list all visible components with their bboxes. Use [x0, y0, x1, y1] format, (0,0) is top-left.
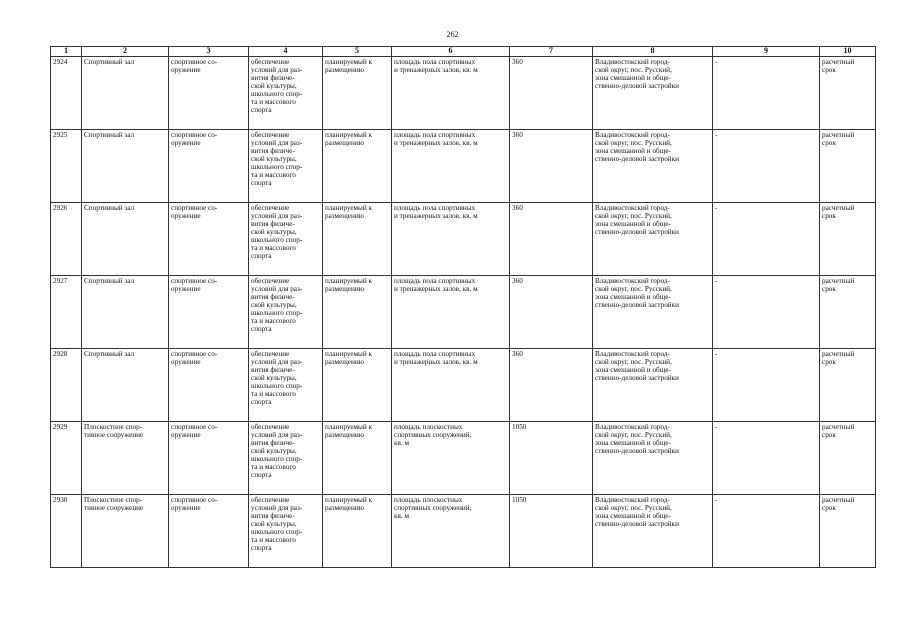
- row-number-cell: 2927: [51, 276, 82, 349]
- object-type-cell: спортивное со- оружение: [169, 130, 249, 203]
- purpose-cell: обеспечение условий для раз- вития физиче- ской культуры, школьного спор- та и массового спорта: [249, 276, 323, 349]
- characteristic-cell: площадь пола спортивных и тренажерных залов, кв. м: [392, 349, 510, 422]
- zone-cell: -: [713, 422, 820, 495]
- location-cell: Владивостокский город- ской округ, пос. Русский, зона смешанной и обще- ственно-деловой застройки: [593, 130, 713, 203]
- zone-cell: -: [713, 349, 820, 422]
- table-body: [51, 57, 876, 568]
- zone-cell: -: [713, 276, 820, 349]
- column-header-7: 7: [510, 47, 593, 57]
- column-header-5: 5: [323, 47, 392, 57]
- object-type-cell: спортивное со- оружение: [169, 57, 249, 130]
- table-row: [51, 349, 876, 422]
- purpose-cell: обеспечение условий для раз- вития физиче- ской культуры, школьного спор- та и массового спорта: [249, 130, 323, 203]
- object-type-cell: спортивное со- оружение: [169, 203, 249, 276]
- column-header-1: 1: [51, 47, 82, 57]
- location-cell: Владивостокский город- ской округ, пос. Русский, зона смешанной и обще- ственно-деловой застройки: [593, 495, 713, 568]
- table-header-row: [51, 47, 876, 57]
- deadline-cell: расчетный срок: [820, 203, 876, 276]
- table-row: [51, 203, 876, 276]
- status-cell: планируемый к размещению: [323, 349, 392, 422]
- row-number-cell: 2924: [51, 57, 82, 130]
- object-name-cell: Плоскостное спор- тивное сооружение: [82, 422, 169, 495]
- zone-cell: -: [713, 495, 820, 568]
- value-cell: 360: [510, 349, 593, 422]
- column-header-6: 6: [392, 47, 510, 57]
- zone-cell: -: [713, 57, 820, 130]
- page-number: 262: [446, 30, 459, 39]
- value-cell: 360: [510, 130, 593, 203]
- row-number-cell: 2925: [51, 130, 82, 203]
- object-name-cell: Спортивный зал: [82, 203, 169, 276]
- deadline-cell: расчетный срок: [820, 495, 876, 568]
- status-cell: планируемый к размещению: [323, 495, 392, 568]
- value-cell: 360: [510, 276, 593, 349]
- characteristic-cell: площадь пола спортивных и тренажерных залов, кв. м: [392, 276, 510, 349]
- purpose-cell: обеспечение условий для раз- вития физиче- ской культуры, школьного спор- та и массового спорта: [249, 349, 323, 422]
- row-number-cell: 2926: [51, 203, 82, 276]
- column-header-10: 10: [820, 47, 876, 57]
- object-name-cell: Спортивный зал: [82, 276, 169, 349]
- characteristic-cell: площадь пола спортивных и тренажерных залов, кв. м: [392, 130, 510, 203]
- status-cell: планируемый к размещению: [323, 57, 392, 130]
- location-cell: Владивостокский город- ской округ, пос. Русский, зона смешанной и обще- ственно-деловой застройки: [593, 57, 713, 130]
- status-cell: планируемый к размещению: [323, 130, 392, 203]
- status-cell: планируемый к размещению: [323, 276, 392, 349]
- zone-cell: -: [713, 203, 820, 276]
- object-name-cell: Спортивный зал: [82, 130, 169, 203]
- deadline-cell: расчетный срок: [820, 57, 876, 130]
- column-header-4: 4: [249, 47, 323, 57]
- row-number-cell: 2928: [51, 349, 82, 422]
- deadline-cell: расчетный срок: [820, 276, 876, 349]
- table-row: [51, 276, 876, 349]
- status-cell: планируемый к размещению: [323, 422, 392, 495]
- object-type-cell: спортивное со- оружение: [169, 495, 249, 568]
- table-row: [51, 130, 876, 203]
- location-cell: Владивостокский город- ской округ, пос. Русский, зона смешанной и обще- ственно-деловой застройки: [593, 276, 713, 349]
- registry-table: [50, 46, 876, 568]
- deadline-cell: расчетный срок: [820, 422, 876, 495]
- row-number-cell: 2929: [51, 422, 82, 495]
- location-cell: Владивостокский город- ской округ, пос. Русский, зона смешанной и обще- ственно-деловой застройки: [593, 349, 713, 422]
- status-cell: планируемый к размещению: [323, 203, 392, 276]
- table-row: [51, 422, 876, 495]
- table-row: [51, 495, 876, 568]
- object-type-cell: спортивное со- оружение: [169, 349, 249, 422]
- purpose-cell: обеспечение условий для раз- вития физиче- ской культуры, школьного спор- та и массового спорта: [249, 203, 323, 276]
- characteristic-cell: площадь плоскостных спортивных сооружений, кв. м: [392, 422, 510, 495]
- column-header-8: 8: [593, 47, 713, 57]
- row-number-cell: 2930: [51, 495, 82, 568]
- column-header-2: 2: [82, 47, 169, 57]
- object-type-cell: спортивное со- оружение: [169, 276, 249, 349]
- purpose-cell: обеспечение условий для раз- вития физиче- ской культуры, школьного спор- та и массового спорта: [249, 495, 323, 568]
- location-cell: Владивостокский город- ской округ, пос. Русский, зона смешанной и обще- ственно-деловой застройки: [593, 203, 713, 276]
- deadline-cell: расчетный срок: [820, 349, 876, 422]
- purpose-cell: обеспечение условий для раз- вития физиче- ской культуры, школьного спор- та и массового спорта: [249, 57, 323, 130]
- table-row: [51, 57, 876, 130]
- object-type-cell: спортивное со- оружение: [169, 422, 249, 495]
- deadline-cell: расчетный срок: [820, 130, 876, 203]
- location-cell: Владивостокский город- ской округ, пос. Русский, зона смешанной и обще- ственно-деловой застройки: [593, 422, 713, 495]
- value-cell: 1050: [510, 422, 593, 495]
- column-header-3: 3: [169, 47, 249, 57]
- object-name-cell: Спортивный зал: [82, 57, 169, 130]
- zone-cell: -: [713, 130, 820, 203]
- value-cell: 360: [510, 203, 593, 276]
- column-header-9: 9: [713, 47, 820, 57]
- value-cell: 1050: [510, 495, 593, 568]
- characteristic-cell: площадь плоскостных спортивных сооружений, кв. м: [392, 495, 510, 568]
- object-name-cell: Плоскостное спор- тивное сооружение: [82, 495, 169, 568]
- characteristic-cell: площадь пола спортивных и тренажерных залов, кв. м: [392, 57, 510, 130]
- purpose-cell: обеспечение условий для раз- вития физиче- ской культуры, школьного спор- та и массового спорта: [249, 422, 323, 495]
- object-name-cell: Спортивный зал: [82, 349, 169, 422]
- characteristic-cell: площадь пола спортивных и тренажерных залов, кв. м: [392, 203, 510, 276]
- value-cell: 360: [510, 57, 593, 130]
